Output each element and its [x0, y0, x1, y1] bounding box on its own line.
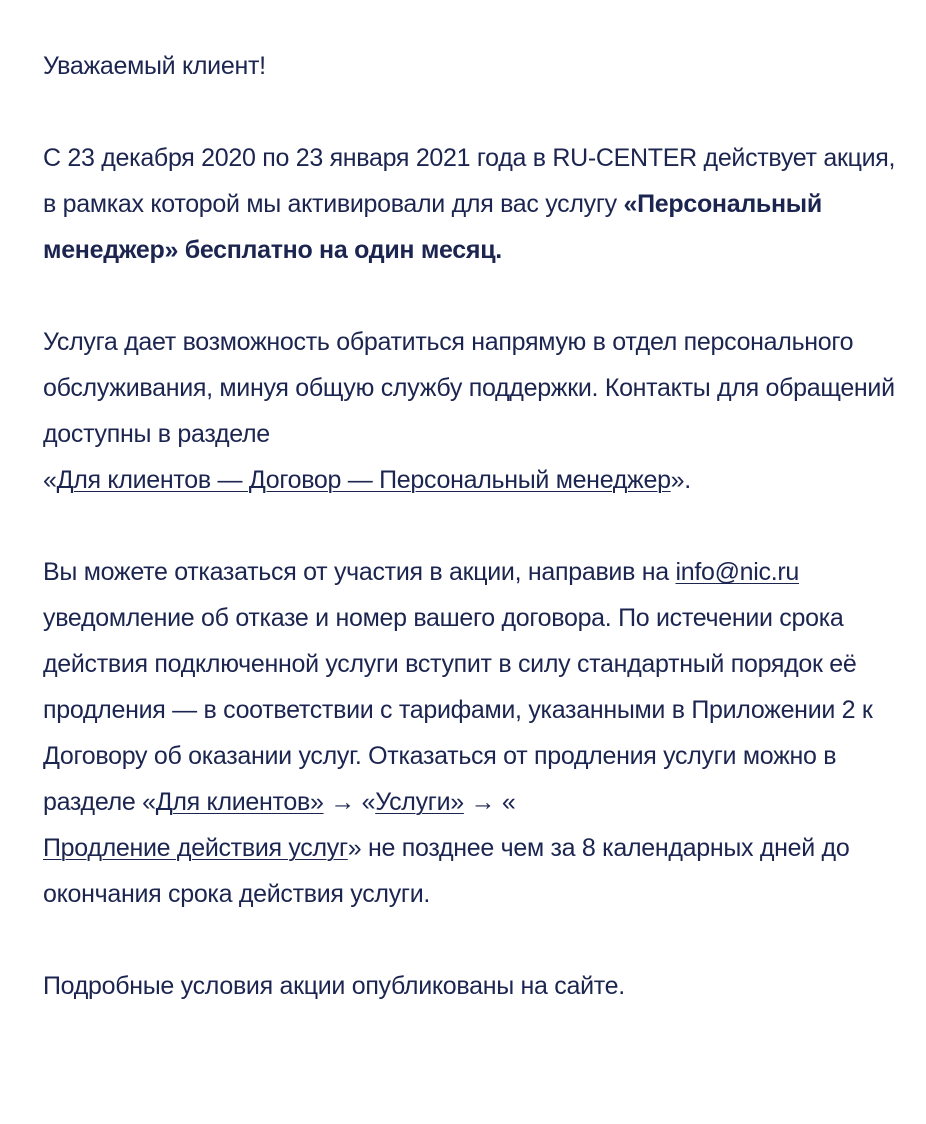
arrow-separator-1: → «: [323, 788, 376, 816]
service-quote-open: «: [43, 466, 57, 494]
clients-link[interactable]: Для клиентов»: [155, 788, 324, 816]
promo-lead-text: С 23 декабря 2020 по 23 января 2021 года в RU-CENTER действует акция, в рамках которой мы активировали для вас услугу: [43, 144, 896, 218]
service-paragraph: [43, 319, 906, 503]
opt-out-text-end: » не позднее чем за 8 календарных дней до окончания срока действия услуги.: [43, 834, 850, 908]
arrow-separator-2: → «: [463, 788, 516, 816]
greeting: Уважаемый клиент!: [43, 52, 266, 80]
opt-out-text-before: Вы можете отказаться от участия в акции, направив на: [43, 558, 676, 586]
renewal-link[interactable]: Продление действия услуг: [43, 834, 348, 862]
promo-paragraph: [43, 135, 906, 273]
service-text: Услуга дает возможность обратиться напрямую в отдел персонального обслуживания, минуя общую службу поддержки. Контакты для обращений доступны в разделе: [43, 328, 895, 448]
services-link[interactable]: Услуги»: [375, 788, 464, 816]
opt-out-paragraph: [43, 549, 906, 917]
footer-note: Подробные условия акции опубликованы на сайте.: [43, 972, 625, 1000]
email-link[interactable]: info@nic.ru: [675, 558, 800, 586]
opt-out-text-after: уведомление об отказе и номер вашего договора. По истечении срока действия подключенной услуги вступит в силу стандартный порядок её продления — в соответствии с тарифами, указанными в Приложении 2 к Договору об оказании услуг. Отказаться от продления услуги можно в разделе «: [43, 604, 873, 816]
promo-highlight: «Персональный менеджер» бесплатно на один месяц.: [43, 190, 822, 264]
personal-manager-link[interactable]: Для клиентов — Договор — Персональный менеджер: [56, 466, 671, 494]
service-tail: ».: [670, 466, 691, 494]
